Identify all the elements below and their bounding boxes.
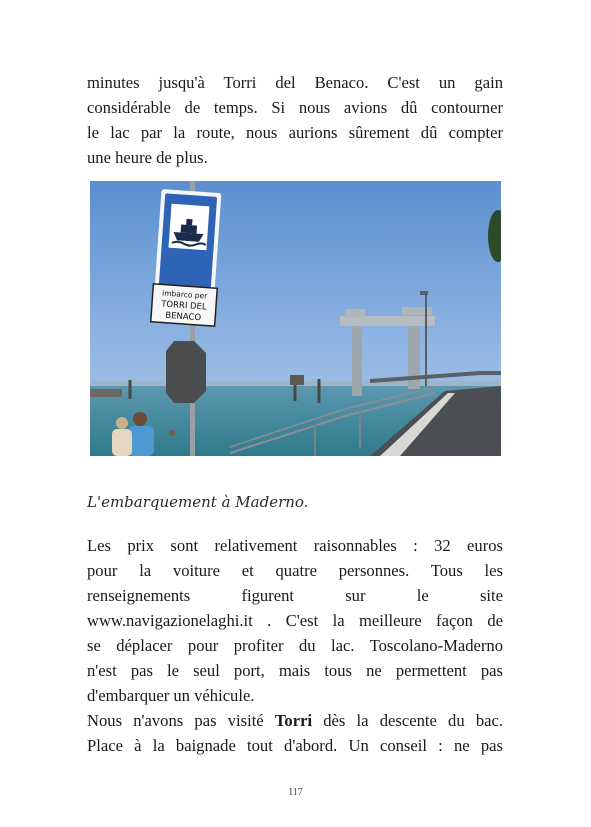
- sign-line-3: BENACO: [164, 310, 202, 324]
- page-paragraph-2: [87, 533, 503, 758]
- text-line: d'embarquer un véhicule.: [87, 686, 255, 705]
- text-line: pour la voiture et quatre personnes. Tous les: [87, 561, 503, 580]
- page-number: 117: [288, 787, 303, 798]
- text-line: une heure de plus.: [87, 148, 208, 167]
- text-line: [87, 708, 503, 733]
- ferry-pier-photo: [90, 181, 501, 456]
- text-line: se déplacer pour profiter du lac. Toscolano-Maderno: [87, 636, 503, 655]
- sign-line-2: TORRI DEL: [160, 299, 208, 313]
- text-line: Place à la baignade tout d'abord. Un conseil : ne pas: [87, 736, 503, 755]
- text-line: minutes jusqu'à Torri del Benaco. C'est un gain: [87, 73, 503, 92]
- text-line: n'est pas le seul port, mais tous ne permettent pas: [87, 661, 503, 680]
- text-line: renseignements figurent sur le site: [87, 586, 503, 605]
- bold-place-name: Torri: [274, 711, 313, 730]
- sign-line-1: imbarco per: [161, 288, 208, 301]
- photo-caption: L'embarquement à Maderno.: [87, 493, 309, 511]
- text-run: dès la descente du bac.: [312, 711, 503, 730]
- page-paragraph-1: [87, 70, 503, 170]
- text-run: Nous n'avons pas visité: [87, 711, 275, 730]
- text-line: considérable de temps. Si nous avions dû contourner: [87, 98, 503, 117]
- text-line: Les prix sont relativement raisonnables : 32 euros: [87, 536, 503, 555]
- text-line: le lac par la route, nous aurions sûrement dû compter: [87, 123, 503, 142]
- text-line: www.navigazionelaghi.it . C'est la meilleure façon de: [87, 611, 503, 630]
